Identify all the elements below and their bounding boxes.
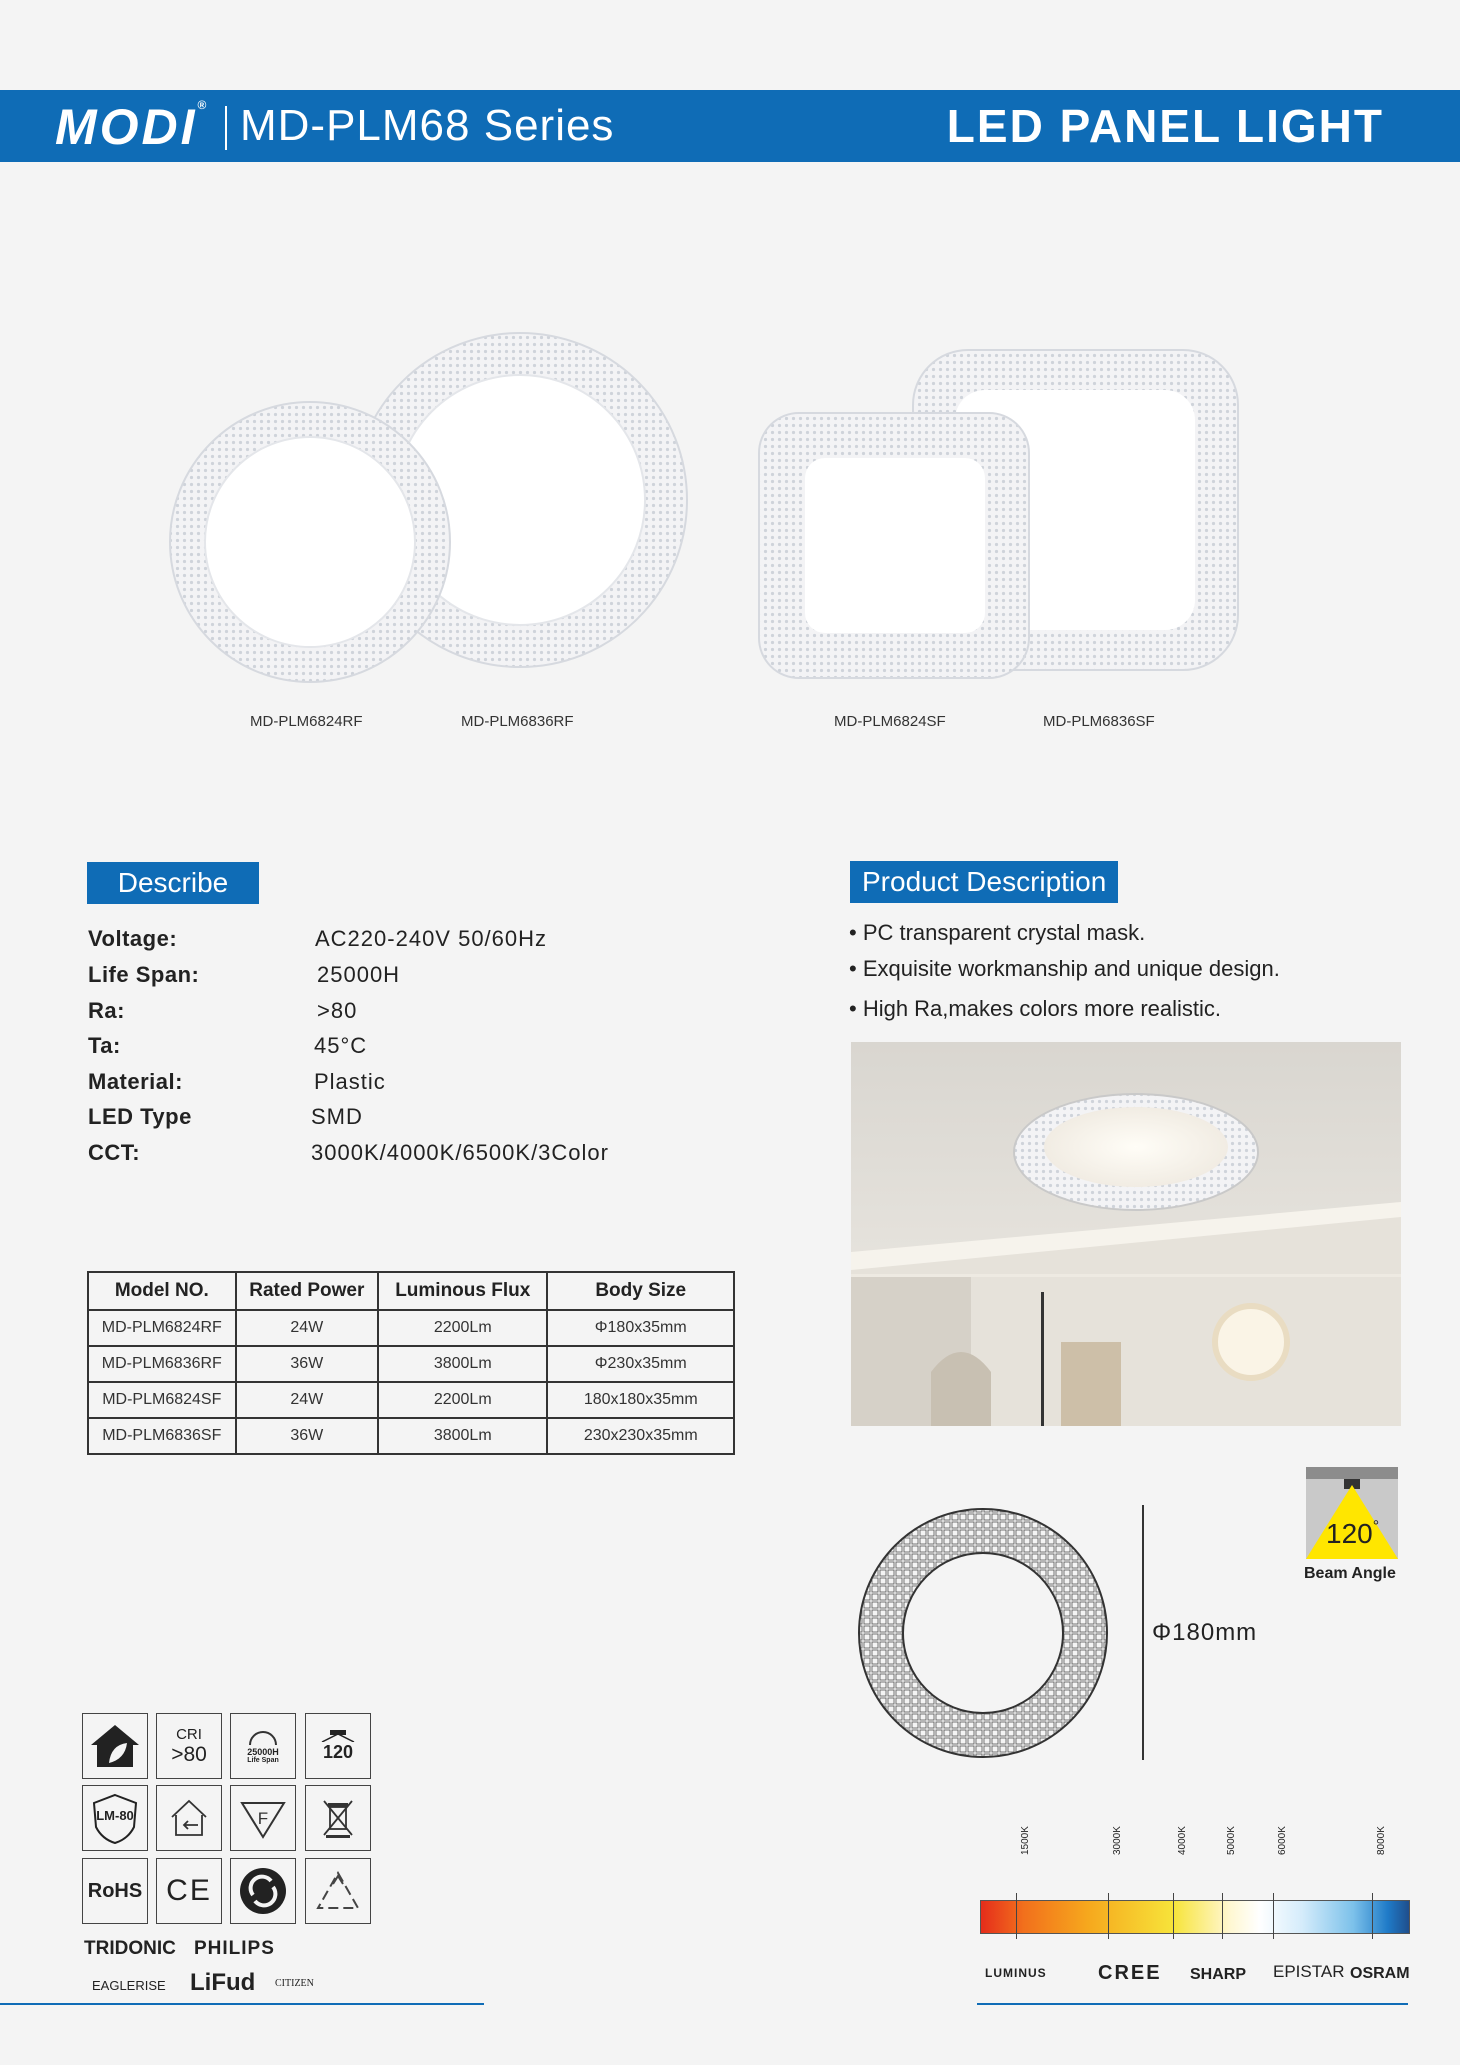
table-cell: 180x180x35mm	[547, 1382, 734, 1418]
dimension-line	[1142, 1505, 1144, 1760]
spec-value: >80	[317, 998, 358, 1023]
brand-cree: CREE	[1098, 1962, 1162, 1984]
brand-tridonic: TRIDONIC	[84, 1938, 176, 1959]
table-row	[88, 1418, 734, 1454]
table-header: Model NO.	[88, 1272, 236, 1310]
house-arrow-icon	[156, 1785, 222, 1851]
cct-label: 3000K	[1112, 1826, 1124, 1855]
spec-key: Ta:	[88, 1033, 121, 1058]
table-cell: 3800Lm	[378, 1418, 547, 1454]
cct-tick	[1016, 1893, 1017, 1939]
rohs-icon	[82, 1858, 148, 1924]
spec-value: SMD	[311, 1104, 363, 1129]
f-mark-icon	[230, 1785, 296, 1851]
beam-angle-value: 120°	[1326, 1518, 1380, 1549]
product-description-tag: Product Description	[850, 861, 1118, 903]
product-label: MD-PLM6824RF	[250, 713, 363, 730]
brand-lifud: LiFud	[190, 1969, 256, 1996]
cri-value: >80	[171, 1742, 207, 1766]
round-panels-image	[160, 320, 720, 690]
cct-label: 1500K	[1020, 1826, 1032, 1855]
table-cell: 24W	[236, 1382, 378, 1418]
table-cell: 2200Lm	[378, 1310, 547, 1346]
table-cell: MD-PLM6824SF	[88, 1382, 236, 1418]
beam-angle-badge-icon	[305, 1713, 371, 1779]
cct-tick	[1273, 1893, 1274, 1939]
f-mark-label: F	[257, 1809, 269, 1828]
cct-tick	[1108, 1893, 1109, 1939]
product-label: MD-PLM6824SF	[834, 713, 946, 730]
brand-logo: MODI®	[55, 98, 210, 155]
cct-label: 5000K	[1225, 1826, 1237, 1855]
spec-key: LED Type	[88, 1104, 192, 1129]
table-row	[88, 1382, 734, 1418]
ce-icon	[156, 1858, 222, 1924]
product-label: MD-PLM6836SF	[1043, 713, 1155, 730]
brand-luminus: LUMINUS	[985, 1966, 1047, 1980]
spec-value: 45°C	[314, 1033, 368, 1058]
table-header: Body Size	[547, 1272, 734, 1310]
beam-angle-label: Beam Angle	[1304, 1565, 1396, 1582]
lm80-label: LM-80	[96, 1808, 134, 1823]
brand-citizen: CITIZEN	[275, 1978, 314, 1989]
cct-tick	[1372, 1893, 1373, 1939]
description-bullet: • Exquisite workmanship and unique design.	[849, 956, 1280, 981]
cri-label: CRI	[176, 1725, 202, 1743]
square-panels-image	[755, 345, 1245, 685]
spec-value: Plastic	[314, 1069, 386, 1094]
lm80-icon	[82, 1785, 148, 1851]
ce-label: CE	[166, 1874, 212, 1907]
lifespan-icon	[230, 1713, 296, 1779]
dimension-label: Φ180mm	[1152, 1619, 1258, 1646]
cri-icon	[156, 1713, 222, 1779]
brand-sharp: SHARP	[1190, 1966, 1247, 1983]
brand-eaglerise: EAGLERISE	[92, 1978, 166, 1993]
table-row	[88, 1346, 734, 1382]
model-table	[87, 1271, 735, 1455]
table-cell: Φ180x35mm	[547, 1310, 734, 1346]
table-cell: MD-PLM6836RF	[88, 1346, 236, 1382]
cct-tick	[1173, 1893, 1174, 1939]
table-cell: 24W	[236, 1310, 378, 1346]
spec-key: Material:	[88, 1069, 183, 1094]
spec-key: Life Span:	[88, 962, 200, 987]
spec-key: CCT:	[88, 1140, 141, 1165]
table-header: Rated Power	[236, 1272, 378, 1310]
footer-rule-left	[0, 2003, 484, 2005]
table-row	[88, 1310, 734, 1346]
cct-color-bar	[980, 1900, 1410, 1934]
table-cell: MD-PLM6836SF	[88, 1418, 236, 1454]
spec-value: 25000H	[317, 962, 401, 987]
recycle-triangle-icon	[305, 1858, 371, 1924]
table-header: Luminous Flux	[378, 1272, 547, 1310]
header-divider	[225, 106, 227, 150]
lifespan-value: 25000H	[247, 1746, 279, 1757]
cct-label: 6000K	[1277, 1826, 1289, 1855]
brand-osram: OSRAM	[1350, 1965, 1410, 1982]
describe-tag: Describe	[87, 862, 259, 904]
spec-key: Voltage:	[88, 926, 178, 951]
table-cell: 3800Lm	[378, 1346, 547, 1382]
beam-angle-badge-value: 120	[322, 1741, 354, 1762]
table-cell: 2200Lm	[378, 1382, 547, 1418]
description-bullet: • PC transparent crystal mask.	[849, 920, 1146, 945]
cct-label: 8000K	[1375, 1826, 1387, 1855]
product-label: MD-PLM6836RF	[461, 713, 574, 730]
indoor-home-icon	[82, 1713, 148, 1779]
brand-philips: PHILIPS	[194, 1938, 275, 1959]
dimension-drawing	[855, 1505, 1115, 1760]
table-cell: Φ230x35mm	[547, 1346, 734, 1382]
category-title: LED PANEL LIGHT	[946, 100, 1384, 152]
recycle-circle-icon	[230, 1858, 296, 1924]
series-title: MD-PLM68 Series	[240, 101, 615, 150]
spec-value: 3000K/4000K/6500K/3Color	[311, 1140, 609, 1165]
spec-key: Ra:	[88, 998, 125, 1023]
rohs-label: RoHS	[87, 1879, 143, 1902]
table-cell: MD-PLM6824RF	[88, 1310, 236, 1346]
brand-epistar: EPISTAR	[1273, 1962, 1345, 1981]
footer-rule-right	[977, 2003, 1408, 2005]
spec-value: AC220-240V 50/60Hz	[315, 926, 548, 951]
table-cell: 230x230x35mm	[547, 1418, 734, 1454]
cct-label: 4000K	[1176, 1826, 1188, 1855]
cct-tick	[1222, 1893, 1223, 1939]
description-bullet: • High Ra,makes colors more realistic.	[849, 996, 1222, 1021]
table-header-row	[88, 1272, 734, 1310]
table-cell: 36W	[236, 1418, 378, 1454]
room-scene-image	[851, 1042, 1401, 1426]
table-cell: 36W	[236, 1346, 378, 1382]
weee-bin-icon	[305, 1785, 371, 1851]
lifespan-label: Life Span	[247, 1756, 279, 1764]
